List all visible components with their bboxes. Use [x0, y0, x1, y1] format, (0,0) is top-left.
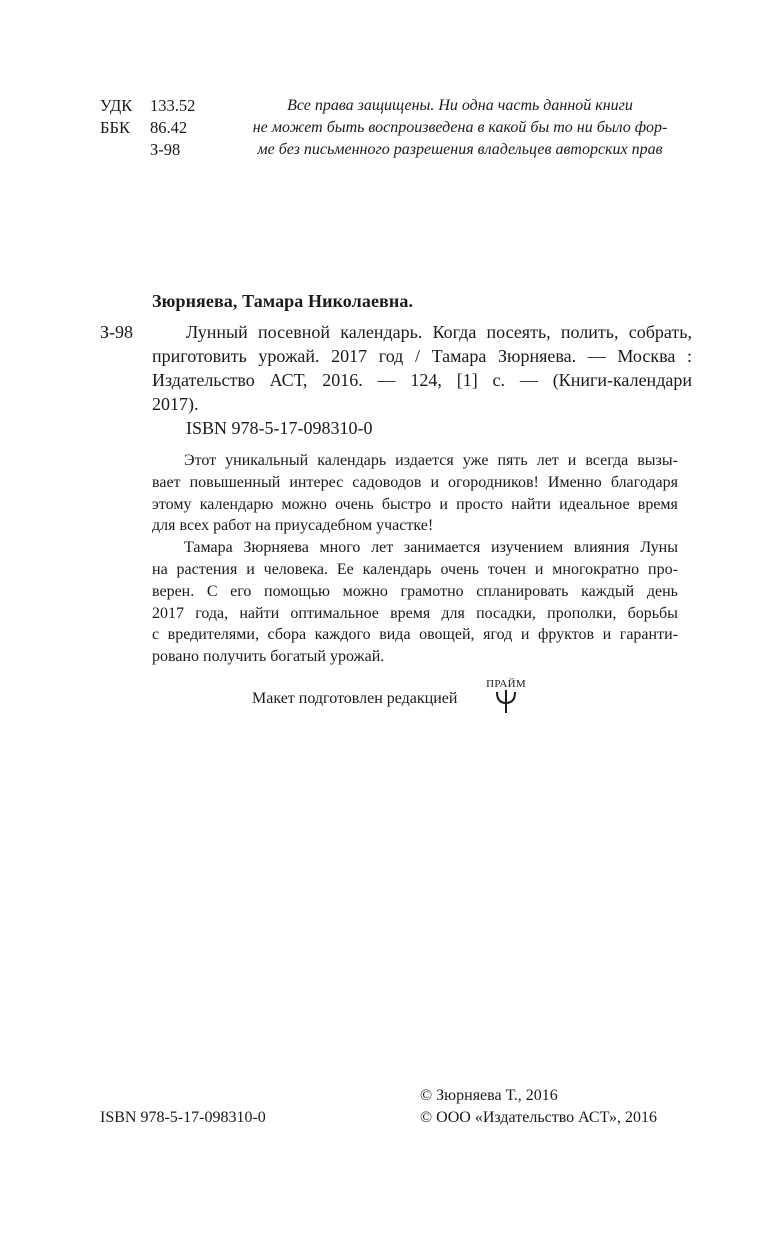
word: человека.: [263, 560, 328, 578]
udk-value: 133.52: [150, 96, 196, 115]
word: этому: [152, 495, 192, 513]
word: вида: [379, 626, 411, 644]
udk-label: УДК: [100, 96, 133, 115]
word: [1]: [456, 370, 478, 390]
rights-line: Все права защищены. Ни одна часть данной книги: [287, 97, 633, 114]
word: (Книги-календари: [552, 370, 692, 390]
word: календарь: [362, 560, 432, 578]
annotation-line: [152, 581, 678, 603]
word: вает: [152, 473, 181, 491]
word: Тамара: [431, 346, 487, 366]
copyright-block: [420, 1085, 657, 1129]
rights-line: ме без письменного разрешения владельцев авторских прав: [257, 141, 663, 158]
word: АСТ,: [269, 370, 308, 390]
word: и: [430, 473, 440, 491]
word: верен.: [152, 582, 195, 600]
isbn-bottom: ISBN 978-5-17-098310-0: [100, 1109, 266, 1126]
word: Издательство: [152, 370, 255, 390]
word: можно: [281, 495, 327, 513]
bibliographic-line: [152, 392, 692, 416]
word: Москва: [617, 346, 676, 366]
word: ровано получить богатый урожай.: [152, 648, 385, 666]
annotation-line: [152, 515, 678, 537]
word: растения: [176, 560, 238, 578]
word: урожай.: [258, 346, 320, 366]
word: день: [646, 582, 678, 600]
word: приготовить: [152, 346, 247, 366]
copyright-author: © Зюрняева Т., 2016: [420, 1087, 558, 1104]
bbk-row: [100, 117, 187, 139]
bibliographic-entry: [152, 320, 692, 416]
word: изучением: [491, 539, 564, 557]
word: время: [637, 495, 678, 513]
word: год: [378, 346, 404, 366]
word: лет: [536, 452, 559, 469]
word: интерес: [289, 473, 344, 491]
word: /: [414, 346, 420, 366]
word: и: [602, 626, 612, 644]
word: грамотно: [400, 582, 464, 600]
word: просто: [456, 495, 503, 513]
word: пять: [497, 452, 528, 469]
word: Этот: [184, 452, 217, 469]
prime-logo: [480, 676, 532, 716]
word: фруктов: [538, 626, 595, 644]
annotation-line: [152, 450, 678, 472]
udk-row: [100, 95, 195, 117]
word: огородников!: [448, 473, 539, 491]
word: прополки,: [547, 604, 617, 622]
word: для: [441, 604, 465, 622]
word: 2017).: [152, 394, 199, 414]
bbk-label: ББК: [100, 118, 130, 137]
word: влияния: [573, 539, 630, 557]
annotation-line: [152, 603, 678, 625]
bibliographic-line: [152, 368, 692, 392]
word: Лунный: [186, 322, 248, 342]
word: точен: [487, 560, 526, 578]
word: овощей,: [419, 626, 475, 644]
word: календарь.: [340, 322, 423, 342]
annotation: [152, 450, 678, 668]
word: уникальный: [225, 452, 309, 469]
word: —: [519, 370, 538, 390]
word: и: [520, 626, 530, 644]
word: посадки,: [476, 604, 536, 622]
word: каждого: [314, 626, 371, 644]
word: найти: [239, 604, 280, 622]
word: найти: [511, 495, 551, 513]
word: всегда: [585, 452, 629, 469]
word: уже: [462, 452, 489, 469]
word: вызы-: [637, 452, 678, 469]
bibliographic-line: [152, 320, 692, 344]
word: с: [152, 626, 160, 644]
word: многократно: [552, 560, 640, 578]
word: очень: [335, 495, 374, 513]
word: на: [152, 560, 168, 578]
bbk-value: 86.42: [150, 118, 188, 137]
isbn-main: ISBN 978-5-17-098310-0: [186, 418, 373, 438]
word: очень: [440, 560, 480, 578]
annotation-line: [152, 624, 678, 646]
bibliographic-line: [152, 344, 692, 368]
word: Луны: [640, 539, 678, 557]
word: посевной: [257, 322, 331, 342]
word: можно: [342, 582, 388, 600]
prepared-by-text: Макет подготовлен редакцией: [252, 690, 458, 707]
word: помощью: [264, 582, 330, 600]
word: идеальное: [559, 495, 630, 513]
word: и: [439, 495, 448, 513]
word: борьбы: [627, 604, 678, 622]
word: вредителями,: [167, 626, 259, 644]
word: ягод: [483, 626, 513, 644]
prime-logo-text: ПРАЙМ: [486, 678, 526, 690]
word: спланировать: [476, 582, 569, 600]
word: года,: [195, 604, 229, 622]
word: —: [377, 370, 396, 390]
word: и: [246, 560, 255, 578]
word: гаранти-: [619, 626, 678, 644]
word: С: [206, 582, 218, 600]
word: каждый: [581, 582, 635, 600]
cutter-code: З-98: [150, 140, 181, 159]
annotation-line: [152, 646, 678, 668]
word: 2017: [152, 604, 184, 622]
word: Тамара: [184, 539, 233, 557]
word: издается: [395, 452, 454, 469]
word: календарю: [199, 495, 274, 513]
word: Зюрняева.: [497, 346, 577, 366]
word: 2016.: [322, 370, 363, 390]
word: оптимальное: [290, 604, 379, 622]
annotation-line: [152, 559, 678, 581]
author-heading: Зюрняева, Тамара Николаевна.: [152, 291, 414, 311]
word: 2017: [331, 346, 368, 366]
word: быстро: [381, 495, 432, 513]
word: календарь: [317, 452, 387, 469]
word: лет: [371, 539, 394, 557]
word: посеять,: [486, 322, 551, 342]
word: время: [390, 604, 431, 622]
annotation-line: [152, 537, 678, 559]
word: Ее: [336, 560, 354, 578]
word: для всех работ на приусадебном участке!: [152, 517, 434, 535]
word: много: [319, 539, 361, 557]
word: благодаря: [610, 473, 678, 491]
word: Когда: [432, 322, 477, 342]
word: повышенный: [189, 473, 281, 491]
word: Зюрняева: [243, 539, 309, 557]
word: про-: [648, 560, 678, 578]
rights-notice: [228, 95, 692, 161]
word: —: [587, 346, 606, 366]
annotation-line: [152, 494, 678, 516]
word: его: [230, 582, 252, 600]
word: и: [567, 452, 577, 469]
rights-line: не может быть воспроизведена в какой бы то ни было фор-: [252, 119, 668, 136]
annotation-line: [152, 472, 678, 494]
word: садоводов: [352, 473, 422, 491]
word: с.: [492, 370, 506, 390]
prime-logo-icon: [480, 676, 532, 716]
word: сбора: [267, 626, 307, 644]
word: полить,: [560, 322, 619, 342]
word: и: [534, 560, 544, 578]
word: занимается: [403, 539, 481, 557]
word: Именно: [547, 473, 602, 491]
entry-cutter-code: З-98: [100, 322, 134, 342]
word: :: [686, 346, 692, 366]
word: собрать,: [628, 322, 692, 342]
copyright-publisher: © ООО «Издательство АСТ», 2016: [420, 1109, 657, 1126]
word: 124,: [410, 370, 442, 390]
